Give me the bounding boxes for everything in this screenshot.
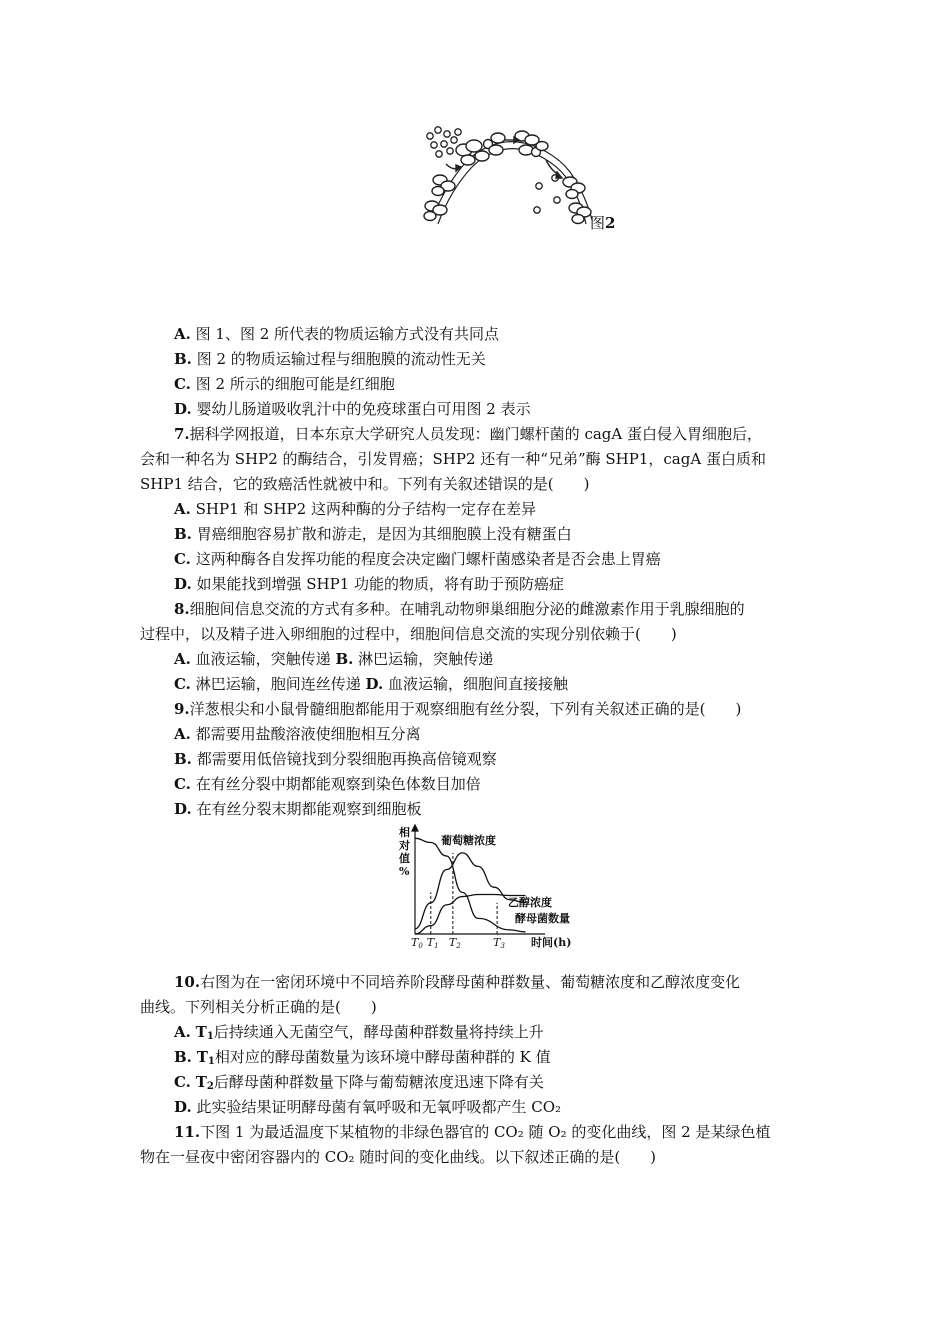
q6-option-d[interactable]: D. 婴幼儿肠道吸收乳汁中的免疫球蛋白可用图 2 表示 [174, 400, 531, 418]
x-tick-label-0: T0 [411, 936, 423, 950]
y-axis-label-char-1: 对 [399, 839, 410, 852]
q10-q11-block [140, 970, 812, 1170]
q8-options-ab [140, 647, 812, 672]
q7-option-c[interactable]: C. 这两种酶各自发挥功能的程度会决定幽门螺杆菌感染者是否会患上胃癌 [174, 550, 661, 568]
y-axis-label-char-0: 相 [399, 826, 410, 839]
q6-option-a[interactable]: A. 图 1、图 2 所代表的物质运输方式没有共同点 [174, 325, 500, 343]
q7-option-b[interactable]: B. 胃癌细胞容易扩散和游走，是因为其细胞膜上没有糖蛋白 [174, 525, 572, 543]
q7-stem-line-3: SHP1 结合，它的致癌活性就被中和。下列有关叙述错误的是( ) [140, 475, 590, 493]
q8-option-d[interactable]: D. 血液运输，细胞间直接接触 [365, 675, 568, 693]
figure-2-caption: 图2 [590, 214, 616, 232]
y-axis-label-char-3: % [399, 865, 410, 878]
q10-option-b[interactable]: B. $T_1$相对应的酵母菌数量为该环境中酵母菌种群的 K 值 [174, 1048, 551, 1067]
series-line-0 [415, 838, 526, 932]
x-tick-label-1: T1 [426, 936, 439, 950]
q9-option-d[interactable]: D. 在有丝分裂末期都能观察到细胞板 [174, 800, 422, 818]
x-axis-label: 时间(h) [531, 936, 572, 949]
q9-option-c[interactable]: C. 在有丝分裂中期都能观察到染色体数目加倍 [174, 775, 481, 793]
q8-option-a[interactable]: A. 血液运输，突触传递 [174, 650, 331, 668]
q9-stem-line-1: 9.洋葱根尖和小鼠骨髓细胞都能用于观察细胞有丝分裂，下列有关叙述正确的是( ) [174, 700, 742, 718]
q11-stem-line-1: 11.下图 1 为最适温度下某植物的非绿色器官的 CO₂ 随 O₂ 的变化曲线，图 2 是某绿色植 [174, 1123, 771, 1141]
q8-option-b[interactable]: B. 淋巴运输，突触传递 [335, 650, 494, 668]
q6-options [140, 322, 812, 822]
series-line-2 [415, 853, 526, 929]
q9-option-b[interactable]: B. 都需要用低倍镜找到分裂细胞再换高倍镜观察 [174, 750, 497, 768]
q10-option-c[interactable]: C. $T_2$后酵母菌种群数量下降与葡萄糖浓度迅速下降有关 [174, 1073, 544, 1092]
q8-options-cd [140, 672, 812, 697]
x-tick-label-2: T2 [448, 936, 461, 950]
q7-stem-line-2: 会和一种名为 SHP2 的酶结合，引发胃癌；SHP2 还有一种“兄弟”酶 SHP1，cagA 蛋白质和 [140, 450, 766, 468]
q6-option-c[interactable]: C. 图 2 所示的细胞可能是红细胞 [174, 375, 395, 393]
q10-option-a[interactable]: A. $T_1$后持续通入无菌空气，酵母菌种群数量将持续上升 [174, 1023, 544, 1042]
q8-stem-line-1: 8.细胞间信息交流的方式有多种。在哺乳动物卵巢细胞分泌的雌激素作用于乳腺细胞的 [174, 600, 745, 618]
q11-stem-line-2: 物在一昼夜中密闭容器内的 CO₂ 随时间的变化曲线。以下叙述正确的是( ) [140, 1148, 657, 1166]
q7-option-a[interactable]: A. SHP1 和 SHP2 这两种酶的分子结构一定存在差异 [174, 500, 536, 518]
q10-stem-line-2: 曲线。下列相关分析正确的是( ) [140, 998, 377, 1016]
q10-option-d[interactable]: D. 此实验结果证明酵母菌有氧呼吸和无氧呼吸都产生 CO₂ [174, 1098, 562, 1116]
q7-stem-line-1: 7.据科学网报道，日本东京大学研究人员发现：幽门螺杆菌的 cagA 蛋白侵入胃细胞后， [174, 425, 762, 443]
series-label-1: 乙醇浓度 [508, 896, 552, 909]
q7-option-d[interactable]: D. 如果能找到增强 SHP1 功能的物质，将有助于预防癌症 [174, 575, 565, 593]
q8-option-c[interactable]: C. 淋巴运输，胞间连丝传递 [174, 675, 361, 693]
q9-option-a[interactable]: A. 都需要用盐酸溶液使细胞相互分离 [174, 725, 421, 743]
q10-stem-line-1: 10.右图为在一密闭环境中不同培养阶段酵母菌种群数量、葡萄糖浓度和乙醇浓度变化 [174, 973, 741, 991]
y-axis-label-char-2: 值 [399, 852, 410, 865]
y-axis-arrow [412, 825, 418, 831]
x-tick-label-3: T3 [493, 936, 505, 950]
series-label-0: 葡萄糖浓度 [441, 834, 496, 847]
yeast-culture-chart [393, 822, 593, 950]
q6-option-b[interactable]: B. 图 2 的物质运输过程与细胞膜的流动性无关 [174, 350, 486, 368]
series-label-2: 酵母菌数量 [515, 912, 570, 925]
q8-stem-line-2: 过程中，以及精子进入卵细胞的过程中，细胞间信息交流的实现分别依赖于( ) [140, 625, 677, 643]
membrane-transport-figure [418, 120, 618, 230]
